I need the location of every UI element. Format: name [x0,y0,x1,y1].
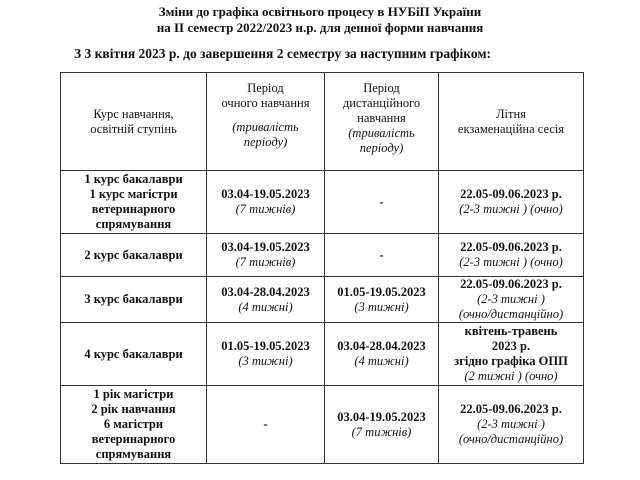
course-cell [61,234,207,277]
header-fulltime-note-line: (тривалість [232,120,299,134]
session-mode: (очно/дистанційно) [458,307,564,321]
course-line: спрямування [95,217,172,231]
document-title [0,4,640,36]
fulltime-duration: (7 тижнів) [235,255,296,269]
course-cell [61,171,207,234]
course-line: 6 магістри [103,417,164,431]
fulltime-duration: (7 тижнів) [235,202,296,216]
session-mode: (2 тижні ) (очно) [464,369,558,383]
header-fulltime-note-line: періоду) [243,135,288,149]
distance-dates: - [379,247,384,262]
session-cell [439,277,584,323]
header-course-line: Курс навчання, [93,106,174,121]
course-line: спрямування [95,447,172,461]
table-row [61,277,584,323]
distance-duration: (4 тижні) [354,354,409,368]
header-fulltime-line: очного навчання [221,96,310,110]
table-row [61,171,584,234]
header-distance-line: дистанційного [342,96,421,110]
header-course [61,73,207,171]
session-dates: 22.05-09.06.2023 р. [460,240,562,254]
header-session-line: Літня [496,106,526,121]
intro-text: З 3 квітня 2023 р. до завершення 2 семестру за наступним графіком: [74,46,492,61]
distance-cell [325,277,439,323]
course-cell [61,323,207,386]
title-line-1: Зміни до графіка освітнього процесу в НУБіП України [158,4,482,19]
distance-dates: 03.04-28.04.2023 [337,339,426,353]
session-mode: (2-3 тижні ) (очно) [459,255,563,269]
distance-cell [325,171,439,234]
session-mode: (2-3 тижні ) [477,417,545,431]
fulltime-cell [207,171,325,234]
course-line: 3 курс бакалаври [84,292,183,306]
header-course-line: освітній ступінь [90,121,177,136]
session-dates: 22.05-09.06.2023 р. [460,402,562,416]
course-line: 4 курс бакалаври [84,346,183,361]
fulltime-cell [207,234,325,277]
fulltime-dates: 03.04-19.05.2023 [221,187,310,201]
distance-duration: (7 тижнів) [351,424,412,439]
schedule-table [60,72,584,464]
distance-cell [325,386,439,464]
fulltime-dates: 01.05-19.05.2023 [221,339,310,353]
header-session-line: екзаменаційна сесія [457,121,565,136]
header-distance-line: навчання [357,111,406,125]
fulltime-cell [207,386,325,464]
course-line: 1 рік магістри [93,387,174,401]
table-row [61,386,584,464]
session-cell [439,386,584,464]
course-line: 1 курс магістри [89,187,178,201]
title-line-2: на ІІ семестр 2022/2023 н.р. для денної форми навчання [156,20,484,35]
session-dates: згідно графіка ОПП [454,354,568,368]
course-line: 1 курс бакалаври [84,172,183,186]
distance-dates: 01.05-19.05.2023 [337,284,426,299]
distance-cell [325,234,439,277]
course-cell [61,386,207,464]
course-line: 2 курс бакалаври [84,247,183,262]
course-line: 2 рік навчання [91,402,176,416]
table-row [61,323,584,386]
fulltime-cell [207,277,325,323]
session-mode: (2-3 тижні ) (очно) [459,202,563,216]
session-cell [439,323,584,386]
session-dates: квітень-травень [464,324,558,338]
distance-cell [325,323,439,386]
header-fulltime [207,73,325,171]
header-distance [325,73,439,171]
fulltime-cell [207,323,325,386]
distance-dates: - [379,194,384,209]
session-dates: 2023 р. [491,339,531,353]
fulltime-duration: (4 тижні) [238,299,293,314]
header-fulltime-note [209,120,322,150]
header-row [61,73,584,171]
header-distance-note [327,126,436,156]
course-line: ветеринарного [91,202,176,216]
fulltime-dates: 03.04-19.05.2023 [221,240,310,254]
header-session [439,73,584,171]
distance-dates: 03.04-19.05.2023 [337,409,426,424]
fulltime-dates: 03.04-28.04.2023 [221,284,310,299]
header-distance-note-line: періоду) [359,141,404,155]
header-distance-note-line: (тривалість [348,126,415,140]
session-mode: (2-3 тижні ) [477,292,545,306]
fulltime-duration: (3 тижні) [238,354,293,368]
table-row [61,234,584,277]
session-dates: 22.05-09.06.2023 р. [460,187,562,201]
header-distance-line: Період [363,81,400,95]
header-fulltime-line: Період [247,81,284,95]
session-dates: 22.05-09.06.2023 р. [460,277,562,291]
course-cell [61,277,207,323]
session-mode: (очно/дистанційно) [458,432,564,446]
course-line: ветеринарного [91,432,176,446]
session-cell [439,171,584,234]
fulltime-dates: - [263,417,268,431]
distance-duration: (3 тижні) [354,299,409,314]
session-cell [439,234,584,277]
